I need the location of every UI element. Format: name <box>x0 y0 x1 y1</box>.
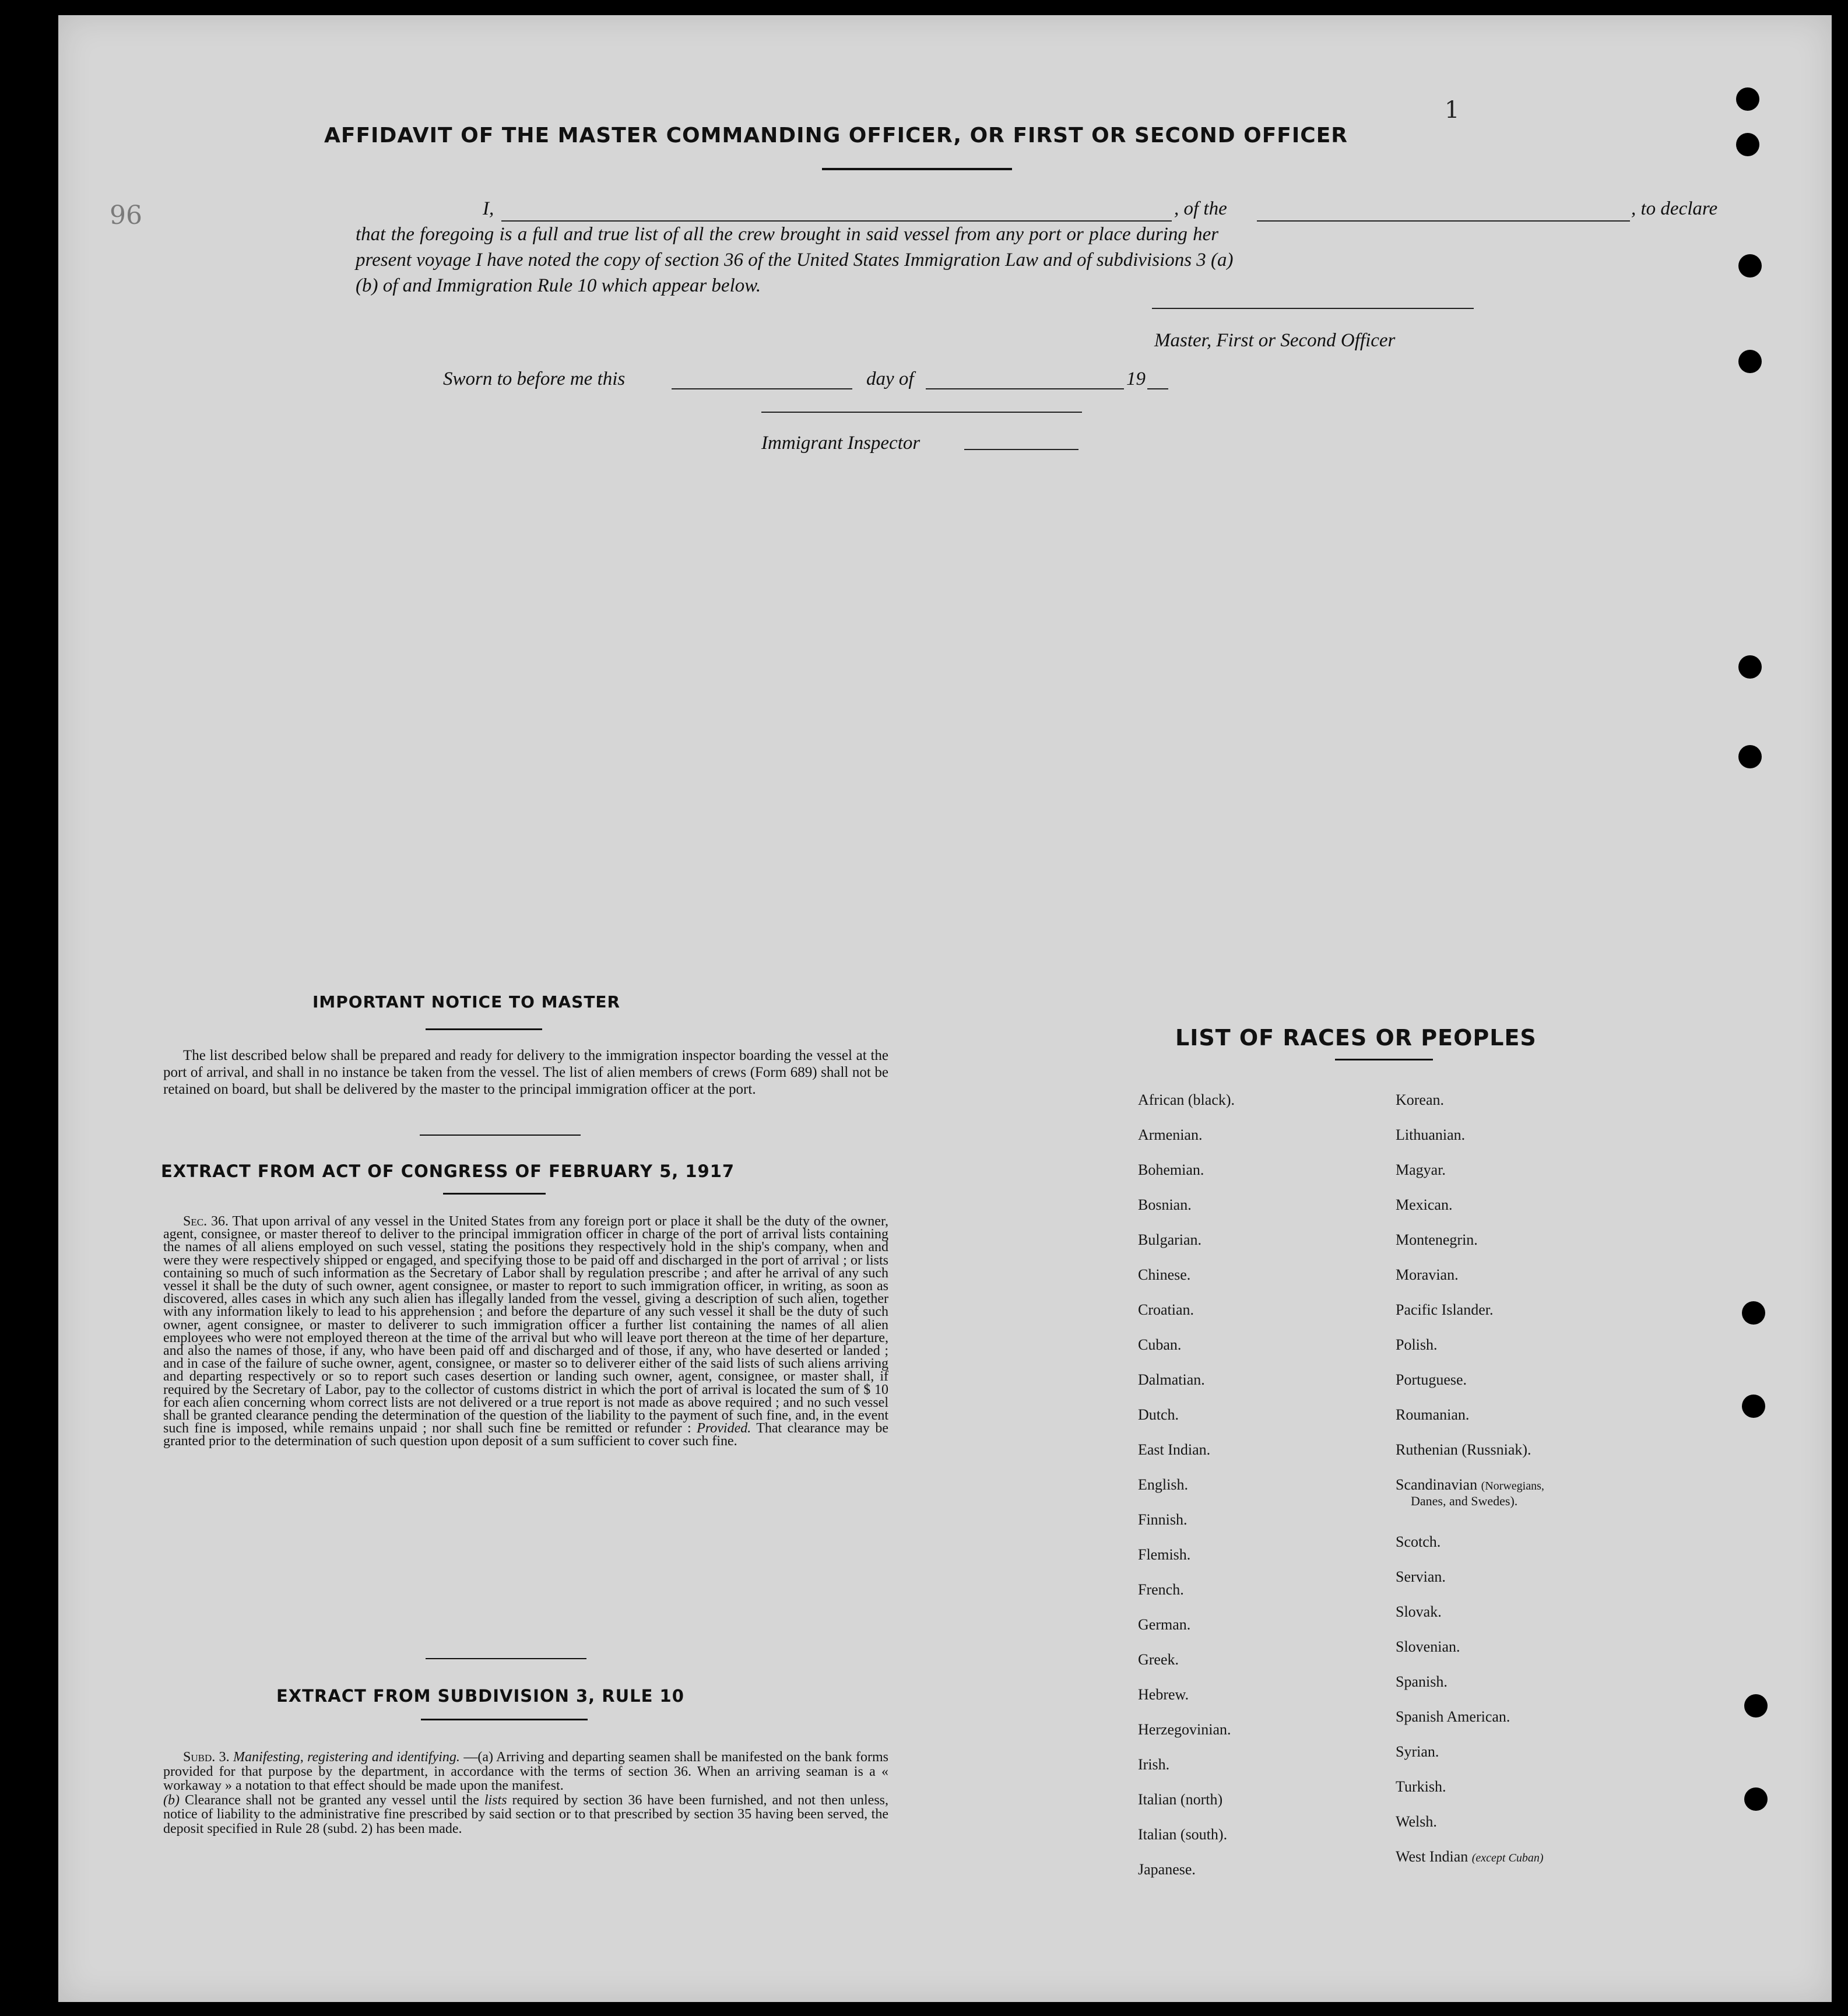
name-field[interactable] <box>501 220 1172 222</box>
sworn-month-field[interactable] <box>926 388 1124 389</box>
notice-text: The list described below shall be prepared and ready for delivery to the immigration inspector boarding the vessel at the port of arrival, and shall in no instance be taken from the vessel. The list of alien members of crews (Form 689) shall not be retained on board, but shall be delivered by the master to the principal immigration officer at the port. <box>163 1048 888 1097</box>
race-item: Pacific Islander. <box>1396 1301 1494 1318</box>
sworn-label: Sworn to before me this <box>443 368 626 389</box>
affidavit-line-1 <box>356 198 1718 222</box>
notice-rule <box>420 1135 581 1136</box>
act-main-text: That upon arrival of any vessel in the United States from any foreign port or place it shall be the duty of the owner, agent, consignee, or master thereof to deliver to the principal immigration officer in charge of the port of arrival lists containing the names of all aliens employed on such vessel, stating the positions they respectively hold in the ship's company, when and were they were respectively shipped or engaged, and specifying those to be paid off and discharged in the port of arrival ; or lists containing so much of such information as the Secretary of Labor shall by regulation prescribe ; and after he arrival of any such vessel it shall be the duty of such owner, agent consignee, or master to report to such immigration officer, in writing, as soon as discovered, alles cases in which any such alien has illegally landed from the vessel, giving a description of such alien, together with any information likely to lead to his apprehension ; and before the departure of any such vessel it shall be the duty of such owner, agent consignee, or master to deliverer to such immigration officer a further list containing the names of all alien employees who were not employed thereon at the time of the arrival but who will leave port thereon at the time of her departure, and also the names of those, if any, who have been paid off and discharged and of those, if any, who have deserted or landed ; and in case of the failure of suche owner, agent, consignee, or master so to deliverer either of the said lists of such aliens arriving and departing respectively or so to report such cases desertion or landing such owner, agent, consignee, or master shall, if required by the Secretary of Labor, pay to the collector of customs district in which the port of arrival is located the sum of $ 10 for each alien concerning whom correct lists are not delivered or a true report is not made as above required ; and no such vessel shall be granted clearance pending the determination of the question of the liability to the payment of such fine, and, in the event such fine is imposed, while remains unpaid ; nor shall such fine be remitted or refunder : <box>163 1214 888 1437</box>
binder-hole <box>1744 1694 1768 1718</box>
margin-page-number: 96 <box>110 201 142 230</box>
rule-title-rule <box>421 1719 588 1720</box>
day-of-label: day of <box>866 368 914 389</box>
act-title: EXTRACT FROM ACT OF CONGRESS OF FEBRUARY 5, 1917 <box>161 1161 735 1181</box>
race-item: Hebrew. <box>1138 1686 1189 1703</box>
race-item: French. <box>1138 1581 1184 1598</box>
binder-hole <box>1742 1301 1765 1325</box>
rule-subd-title: Manifesting, registering and identifying. <box>233 1750 460 1765</box>
race-item: Ruthenian (Russniak). <box>1396 1441 1531 1458</box>
race-item: Mexican. <box>1396 1196 1453 1213</box>
race-item-scandinavian <box>1396 1476 1544 1494</box>
notice-title-rule <box>426 1028 542 1030</box>
race-item: Greek. <box>1138 1651 1179 1668</box>
binder-hole <box>1736 87 1759 111</box>
act-title-rule <box>443 1193 546 1195</box>
race-item: Dutch. <box>1138 1406 1179 1423</box>
race-item: Bulgarian. <box>1138 1231 1202 1248</box>
rule-b-text-2: required by section 36 have been furnished, and not then unless, notice of liability to the administrative fine prescribed by said section or to that prescribed by section 35 having been served, the deposit specified in Rule 28 (subd. 2) has been made. <box>163 1792 889 1836</box>
binder-hole <box>1738 350 1762 373</box>
binder-hole <box>1744 1787 1768 1811</box>
affidavit-line-3: present voyage I have noted the copy of section 36 of the United States Immigration Law and of subdivisions 3 (a) <box>356 250 1234 271</box>
affidavit-title: AFFIDAVIT OF THE MASTER COMMANDING OFFICER, OR FIRST OR SECOND OFFICER <box>324 124 1348 147</box>
act-sec-label: Sec. 36. <box>183 1214 229 1229</box>
race-item: Scotch. <box>1396 1533 1441 1550</box>
inspector-extra-line[interactable] <box>964 449 1078 450</box>
race-item: Slovak. <box>1396 1603 1442 1620</box>
master-label: Master, First or Second Officer <box>1154 330 1396 351</box>
race-item: English. <box>1138 1476 1188 1493</box>
race-item: Portuguese. <box>1396 1371 1467 1388</box>
races-title: LIST OF RACES OR PEOPLES <box>1175 1025 1537 1051</box>
rule-subd-label: Subd. 3. <box>183 1750 230 1765</box>
binder-hole <box>1738 745 1762 768</box>
race-item: Irish. <box>1138 1756 1170 1773</box>
act-rule <box>426 1658 586 1659</box>
race-item: Italian (south). <box>1138 1826 1228 1843</box>
race-scandinavian-note-1: (Norwegians, <box>1481 1480 1544 1492</box>
race-item: Lithuanian. <box>1396 1126 1466 1143</box>
race-item: Turkish. <box>1396 1778 1446 1795</box>
race-item: German. <box>1138 1616 1191 1633</box>
race-item: Cuban. <box>1138 1336 1182 1353</box>
year-label: 19 <box>1126 368 1146 389</box>
race-item: Polish. <box>1396 1336 1438 1353</box>
race-item: East Indian. <box>1138 1441 1211 1458</box>
race-item-west-indian <box>1396 1848 1544 1866</box>
race-item: Spanish American. <box>1396 1708 1510 1725</box>
race-item: Italian (north) <box>1138 1791 1223 1808</box>
rule-b-lists: lists <box>484 1792 507 1808</box>
race-item: Moravian. <box>1396 1266 1459 1283</box>
race-item: Armenian. <box>1138 1126 1203 1143</box>
affidavit-line-4: (b) of and Immigration Rule 10 which appear below. <box>356 275 761 296</box>
inspector-label: Immigrant Inspector <box>761 433 921 454</box>
sworn-year-field[interactable] <box>1147 388 1168 389</box>
race-west-indian-note: (except Cuban) <box>1471 1852 1544 1864</box>
race-item: Croatian. <box>1138 1301 1194 1318</box>
master-signature-line[interactable] <box>1152 308 1474 309</box>
race-item: Herzegovinian. <box>1138 1721 1231 1738</box>
corner-mark: 1 <box>1445 97 1460 124</box>
race-item: Servian. <box>1396 1568 1446 1585</box>
binder-hole <box>1742 1395 1765 1418</box>
act-end-text: That clearance may be granted prior to the determination of such question upon deposit of a sum sufficient to cover such fine. <box>163 1421 889 1449</box>
rule-b-label: (b) <box>163 1792 180 1808</box>
race-item: Japanese. <box>1138 1861 1196 1878</box>
race-item: Syrian. <box>1396 1743 1439 1760</box>
race-item: Bohemian. <box>1138 1161 1204 1178</box>
race-item: Bosnian. <box>1138 1196 1192 1213</box>
affidavit-title-rule <box>822 168 1012 170</box>
race-item: Finnish. <box>1138 1511 1188 1528</box>
races-title-rule <box>1335 1059 1433 1060</box>
race-item: Welsh. <box>1396 1813 1437 1830</box>
rule-text <box>163 1750 888 1836</box>
race-item: Magyar. <box>1396 1161 1446 1178</box>
race-item: African (black). <box>1138 1091 1235 1108</box>
race-item: Dalmatian. <box>1138 1371 1205 1388</box>
act-text <box>163 1215 888 1448</box>
act-provided-label: Provided. <box>697 1421 751 1437</box>
rule-title: EXTRACT FROM SUBDIVISION 3, RULE 10 <box>276 1686 684 1706</box>
race-item: Slovenian. <box>1396 1638 1460 1655</box>
binder-hole <box>1736 133 1759 156</box>
of-the-label: , of the <box>1174 198 1227 219</box>
race-scandinavian-note-2: Danes, and Swedes). <box>1411 1494 1518 1508</box>
notice-title: IMPORTANT NOTICE TO MASTER <box>312 992 621 1011</box>
rule-b-text-1: Clearance shall not be granted any vessel until the <box>184 1792 479 1808</box>
rule-a-text: —(a) Arriving and departing seamen shall be manifested on the bank forms provided for that purpose by the department, in accordance with the terms of section 36. When an arriving seaman is a « workaway » a notation to that effect should be made upon the manifest. <box>163 1750 889 1793</box>
binder-hole <box>1738 254 1762 278</box>
inspector-signature-line[interactable] <box>761 412 1082 413</box>
to-declare-label: , to declare <box>1631 198 1718 219</box>
race-item: Flemish. <box>1138 1546 1191 1563</box>
affidavit-line-2: that the foregoing is a full and true list of all the crew brought in said vessel from any port or place during her <box>356 224 1219 245</box>
race-item: Spanish. <box>1396 1673 1448 1690</box>
race-west-indian-label: West Indian <box>1396 1848 1468 1865</box>
race-item: Chinese. <box>1138 1266 1191 1283</box>
binder-hole <box>1738 655 1762 679</box>
race-item: Montenegrin. <box>1396 1231 1478 1248</box>
sworn-day-field[interactable] <box>672 388 852 389</box>
document-page <box>58 15 1832 2002</box>
race-item: Roumanian. <box>1396 1406 1470 1423</box>
i-label: I, <box>483 198 494 219</box>
vessel-field[interactable] <box>1257 220 1630 222</box>
race-scandinavian-label: Scandinavian <box>1396 1476 1478 1493</box>
race-item: Korean. <box>1396 1091 1445 1108</box>
